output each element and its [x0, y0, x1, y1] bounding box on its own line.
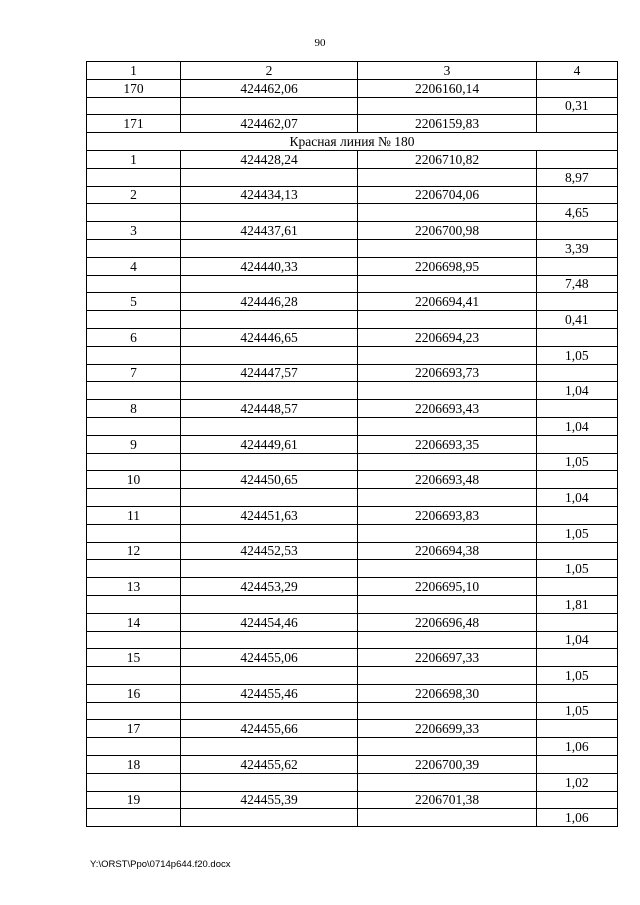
point-row — [87, 222, 618, 240]
y-coordinate-cell — [358, 168, 537, 186]
point-number-cell — [87, 738, 181, 756]
point-row — [87, 756, 618, 774]
y-coordinate-cell — [358, 97, 537, 115]
point-row — [87, 649, 618, 667]
header-cell-2: 2 — [181, 62, 358, 80]
y-coordinate-cell: 2206700,98 — [358, 222, 537, 240]
y-coordinate-cell: 2206700,39 — [358, 756, 537, 774]
point-number-cell — [87, 667, 181, 685]
section-heading-row — [87, 133, 618, 151]
point-row — [87, 791, 618, 809]
y-coordinate-cell: 2206694,38 — [358, 542, 537, 560]
y-coordinate-cell — [358, 239, 537, 257]
segment-length-row — [87, 773, 618, 791]
segment-length-cell — [537, 222, 618, 240]
segment-length-row — [87, 595, 618, 613]
x-coordinate-cell — [181, 417, 358, 435]
point-number-cell: 8 — [87, 400, 181, 418]
segment-length-cell — [537, 791, 618, 809]
x-coordinate-cell — [181, 702, 358, 720]
y-coordinate-cell: 2206710,82 — [358, 150, 537, 168]
segment-length-cell — [537, 435, 618, 453]
point-number-cell — [87, 809, 181, 827]
point-number-cell: 1 — [87, 150, 181, 168]
y-coordinate-cell — [358, 631, 537, 649]
point-number-cell — [87, 311, 181, 329]
y-coordinate-cell: 2206695,10 — [358, 578, 537, 596]
segment-length-cell — [537, 649, 618, 667]
x-coordinate-cell — [181, 97, 358, 115]
segment-length-row — [87, 453, 618, 471]
point-number-cell: 4 — [87, 257, 181, 275]
segment-length-row — [87, 346, 618, 364]
segment-length-cell — [537, 293, 618, 311]
x-coordinate-cell: 424455,39 — [181, 791, 358, 809]
point-number-cell — [87, 346, 181, 364]
segment-length-row — [87, 667, 618, 685]
x-coordinate-cell: 424449,61 — [181, 435, 358, 453]
point-number-cell: 6 — [87, 328, 181, 346]
segment-length-cell — [537, 328, 618, 346]
y-coordinate-cell: 2206693,73 — [358, 364, 537, 382]
x-coordinate-cell: 424453,29 — [181, 578, 358, 596]
segment-length-row — [87, 702, 618, 720]
x-coordinate-cell — [181, 595, 358, 613]
point-number-cell: 11 — [87, 506, 181, 524]
x-coordinate-cell: 424454,46 — [181, 613, 358, 631]
point-row — [87, 115, 618, 133]
x-coordinate-cell — [181, 524, 358, 542]
x-coordinate-cell: 424462,06 — [181, 79, 358, 97]
y-coordinate-cell: 2206696,48 — [358, 613, 537, 631]
table-body — [87, 62, 618, 827]
segment-length-cell — [537, 186, 618, 204]
x-coordinate-cell — [181, 204, 358, 222]
segment-length-row — [87, 489, 618, 507]
segment-length-row — [87, 311, 618, 329]
y-coordinate-cell: 2206693,43 — [358, 400, 537, 418]
segment-length-row — [87, 204, 618, 222]
segment-length-cell — [537, 613, 618, 631]
segment-length-cell — [537, 115, 618, 133]
y-coordinate-cell: 2206698,30 — [358, 684, 537, 702]
x-coordinate-cell: 424455,62 — [181, 756, 358, 774]
segment-length-row — [87, 560, 618, 578]
segment-length-row — [87, 631, 618, 649]
y-coordinate-cell — [358, 595, 537, 613]
point-number-cell: 7 — [87, 364, 181, 382]
segment-length-cell — [537, 506, 618, 524]
x-coordinate-cell — [181, 773, 358, 791]
point-number-cell — [87, 417, 181, 435]
x-coordinate-cell: 424446,28 — [181, 293, 358, 311]
x-coordinate-cell — [181, 382, 358, 400]
segment-length-cell: 4,65 — [537, 204, 618, 222]
segment-length-cell: 7,48 — [537, 275, 618, 293]
segment-length-cell: 1,05 — [537, 346, 618, 364]
x-coordinate-cell: 424462,07 — [181, 115, 358, 133]
segment-length-cell: 1,06 — [537, 809, 618, 827]
segment-length-cell — [537, 542, 618, 560]
point-number-cell — [87, 702, 181, 720]
y-coordinate-cell — [358, 382, 537, 400]
point-row — [87, 364, 618, 382]
point-row — [87, 257, 618, 275]
segment-length-cell: 1,04 — [537, 631, 618, 649]
x-coordinate-cell: 424455,46 — [181, 684, 358, 702]
y-coordinate-cell: 2206694,23 — [358, 328, 537, 346]
y-coordinate-cell: 2206693,48 — [358, 471, 537, 489]
point-number-cell — [87, 524, 181, 542]
x-coordinate-cell: 424452,53 — [181, 542, 358, 560]
point-number-cell — [87, 489, 181, 507]
y-coordinate-cell: 2206698,95 — [358, 257, 537, 275]
segment-length-cell: 1,05 — [537, 560, 618, 578]
point-row — [87, 293, 618, 311]
segment-length-cell — [537, 684, 618, 702]
x-coordinate-cell: 424440,33 — [181, 257, 358, 275]
point-number-cell: 5 — [87, 293, 181, 311]
segment-length-cell — [537, 578, 618, 596]
point-number-cell — [87, 275, 181, 293]
segment-length-cell: 1,04 — [537, 489, 618, 507]
segment-length-row — [87, 809, 618, 827]
y-coordinate-cell: 2206704,06 — [358, 186, 537, 204]
segment-length-row — [87, 524, 618, 542]
point-number-cell: 2 — [87, 186, 181, 204]
y-coordinate-cell — [358, 417, 537, 435]
header-cell-3: 3 — [358, 62, 537, 80]
y-coordinate-cell: 2206697,33 — [358, 649, 537, 667]
segment-length-cell — [537, 150, 618, 168]
y-coordinate-cell — [358, 702, 537, 720]
point-number-cell: 14 — [87, 613, 181, 631]
y-coordinate-cell — [358, 453, 537, 471]
point-row — [87, 720, 618, 738]
segment-length-row — [87, 738, 618, 756]
segment-length-row — [87, 239, 618, 257]
x-coordinate-cell: 424447,57 — [181, 364, 358, 382]
y-coordinate-cell — [358, 524, 537, 542]
x-coordinate-cell: 424455,06 — [181, 649, 358, 667]
y-coordinate-cell: 2206160,14 — [358, 79, 537, 97]
x-coordinate-cell — [181, 738, 358, 756]
segment-length-cell: 1,06 — [537, 738, 618, 756]
x-coordinate-cell: 424428,24 — [181, 150, 358, 168]
point-row — [87, 578, 618, 596]
segment-length-row — [87, 275, 618, 293]
point-number-cell — [87, 560, 181, 578]
point-row — [87, 684, 618, 702]
page-number: 90 — [314, 37, 326, 49]
x-coordinate-cell: 424455,66 — [181, 720, 358, 738]
point-number-cell: 12 — [87, 542, 181, 560]
coordinates-table — [86, 61, 618, 827]
point-row — [87, 506, 618, 524]
segment-length-cell — [537, 364, 618, 382]
segment-length-cell: 1,05 — [537, 667, 618, 685]
x-coordinate-cell — [181, 275, 358, 293]
x-coordinate-cell — [181, 489, 358, 507]
x-coordinate-cell — [181, 346, 358, 364]
x-coordinate-cell — [181, 311, 358, 329]
header-cell-1: 1 — [87, 62, 181, 80]
x-coordinate-cell: 424437,61 — [181, 222, 358, 240]
y-coordinate-cell: 2206159,83 — [358, 115, 537, 133]
point-row — [87, 79, 618, 97]
point-row — [87, 435, 618, 453]
segment-length-cell: 1,04 — [537, 417, 618, 435]
y-coordinate-cell — [358, 560, 537, 578]
y-coordinate-cell — [358, 489, 537, 507]
y-coordinate-cell — [358, 311, 537, 329]
segment-length-cell: 1,04 — [537, 382, 618, 400]
y-coordinate-cell — [358, 204, 537, 222]
segment-length-cell: 1,05 — [537, 524, 618, 542]
point-number-cell: 13 — [87, 578, 181, 596]
point-number-cell: 16 — [87, 684, 181, 702]
point-row — [87, 186, 618, 204]
x-coordinate-cell — [181, 239, 358, 257]
point-number-cell: 9 — [87, 435, 181, 453]
x-coordinate-cell — [181, 809, 358, 827]
segment-length-cell: 1,05 — [537, 453, 618, 471]
point-number-cell: 18 — [87, 756, 181, 774]
segment-length-cell: 8,97 — [537, 168, 618, 186]
y-coordinate-cell — [358, 773, 537, 791]
y-coordinate-cell: 2206694,41 — [358, 293, 537, 311]
segment-length-cell: 1,05 — [537, 702, 618, 720]
y-coordinate-cell: 2206693,35 — [358, 435, 537, 453]
section-heading: Красная линия № 180 — [87, 133, 618, 151]
segment-length-cell — [537, 400, 618, 418]
y-coordinate-cell — [358, 809, 537, 827]
table-header-row — [87, 62, 618, 80]
x-coordinate-cell — [181, 168, 358, 186]
segment-length-cell: 1,02 — [537, 773, 618, 791]
point-number-cell — [87, 239, 181, 257]
segment-length-cell — [537, 257, 618, 275]
point-number-cell — [87, 204, 181, 222]
point-number-cell: 170 — [87, 79, 181, 97]
point-number-cell: 15 — [87, 649, 181, 667]
point-number-cell — [87, 595, 181, 613]
point-number-cell: 19 — [87, 791, 181, 809]
x-coordinate-cell — [181, 667, 358, 685]
segment-length-cell: 3,39 — [537, 239, 618, 257]
segment-length-cell — [537, 79, 618, 97]
point-number-cell: 10 — [87, 471, 181, 489]
x-coordinate-cell: 424451,63 — [181, 506, 358, 524]
point-row — [87, 471, 618, 489]
point-number-cell — [87, 382, 181, 400]
segment-length-cell: 1,81 — [537, 595, 618, 613]
point-number-cell — [87, 631, 181, 649]
point-number-cell: 171 — [87, 115, 181, 133]
point-number-cell: 3 — [87, 222, 181, 240]
segment-length-cell — [537, 471, 618, 489]
x-coordinate-cell — [181, 631, 358, 649]
y-coordinate-cell — [358, 667, 537, 685]
x-coordinate-cell: 424450,65 — [181, 471, 358, 489]
point-number-cell — [87, 773, 181, 791]
point-number-cell — [87, 97, 181, 115]
segment-length-cell — [537, 756, 618, 774]
footer-file-path: Y:\ORST\Ppo\0714p644.f20.docx — [90, 859, 231, 870]
y-coordinate-cell: 2206699,33 — [358, 720, 537, 738]
y-coordinate-cell — [358, 275, 537, 293]
segment-length-row — [87, 382, 618, 400]
y-coordinate-cell — [358, 346, 537, 364]
segment-length-cell — [537, 720, 618, 738]
point-number-cell — [87, 168, 181, 186]
x-coordinate-cell: 424446,65 — [181, 328, 358, 346]
segment-length-row — [87, 417, 618, 435]
segment-length-cell: 0,41 — [537, 311, 618, 329]
point-row — [87, 613, 618, 631]
y-coordinate-cell: 2206701,38 — [358, 791, 537, 809]
point-number-cell — [87, 453, 181, 471]
header-cell-4: 4 — [537, 62, 618, 80]
y-coordinate-cell: 2206693,83 — [358, 506, 537, 524]
point-row — [87, 328, 618, 346]
y-coordinate-cell — [358, 738, 537, 756]
x-coordinate-cell — [181, 560, 358, 578]
point-row — [87, 150, 618, 168]
x-coordinate-cell — [181, 453, 358, 471]
segment-length-row — [87, 97, 618, 115]
point-number-cell: 17 — [87, 720, 181, 738]
segment-length-row — [87, 168, 618, 186]
x-coordinate-cell: 424448,57 — [181, 400, 358, 418]
point-row — [87, 400, 618, 418]
x-coordinate-cell: 424434,13 — [181, 186, 358, 204]
segment-length-cell: 0,31 — [537, 97, 618, 115]
point-row — [87, 542, 618, 560]
